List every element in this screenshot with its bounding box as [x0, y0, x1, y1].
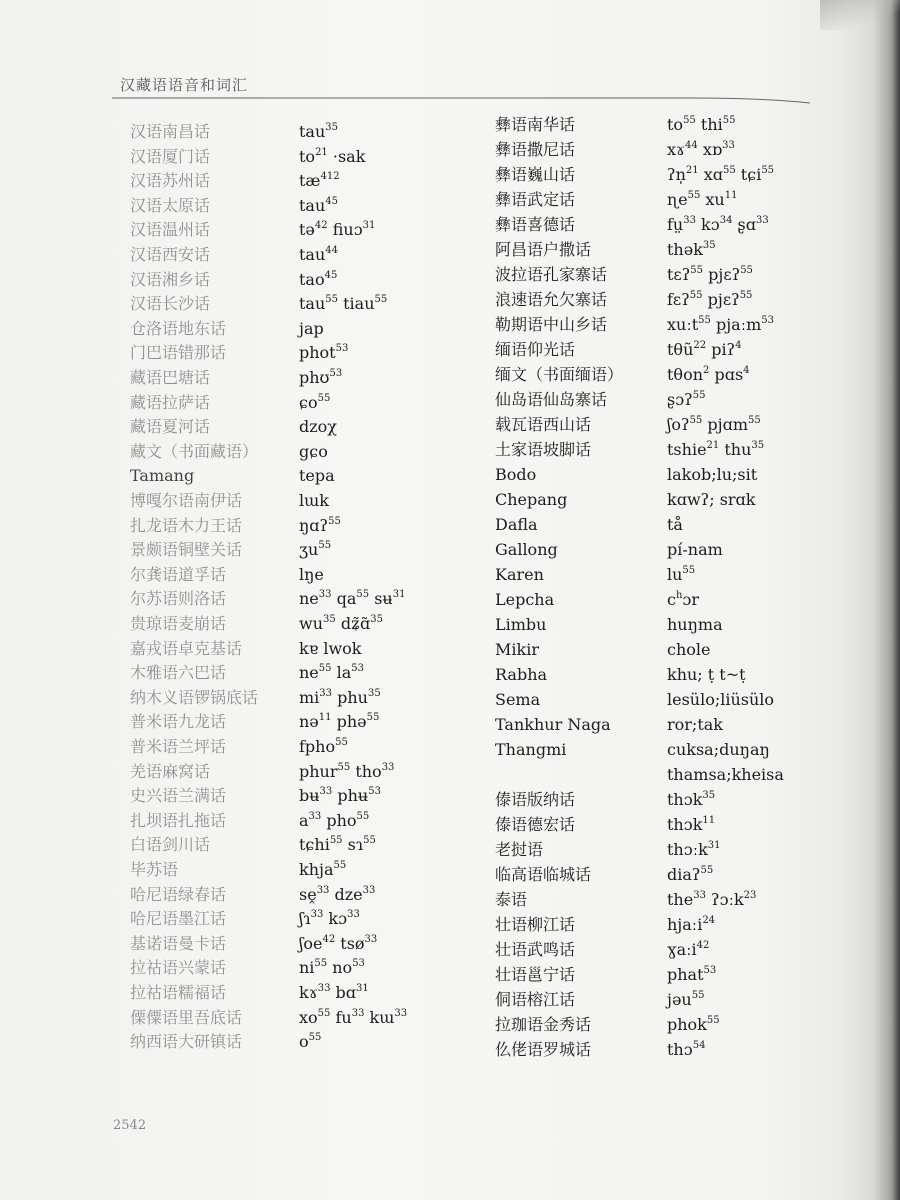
word-form: lesülo;liüsülo — [667, 690, 775, 709]
language-name: 汉语苏州话 — [130, 171, 211, 191]
language-name: 景颇语铜壁关话 — [130, 540, 243, 560]
language-name: Mikir — [495, 640, 539, 659]
word-form: lakob;lu;sit — [667, 465, 758, 484]
language-name: 傣语德宏话 — [495, 815, 576, 834]
word-form: fṳ$^{33}$ kɔ$^{34}$ ʂɑ$^{33}$ — [667, 215, 769, 234]
word-form: $tæ^{412}$ — [299, 171, 340, 191]
language-name: 藏文（书面藏语） — [130, 441, 259, 461]
word-form: $ni^{55}$ $no^{53}$ — [299, 958, 365, 978]
language-name: 门巴语错那话 — [130, 343, 227, 363]
language-name: 扎龙语木力王话 — [130, 515, 243, 535]
word-form: xuːt$^{55}$ pjaːm$^{53}$ — [667, 315, 775, 334]
word-form: ɳe$^{55}$ $xu^{11}$ — [667, 190, 738, 209]
language-name: 羌语麻窝话 — [130, 761, 211, 781]
language-name: Tamang — [130, 466, 195, 486]
word-form: $ne^{33}$ $qa^{55}$ sʉ$^{31}$ — [299, 589, 406, 609]
word-form: hjaːi$^{24}$ — [667, 915, 716, 934]
language-name: 贵琼语麦崩话 — [130, 614, 227, 633]
language-name: 毕苏语 — [130, 860, 179, 879]
word-form: jap — [299, 318, 324, 338]
language-name: 基诺语曼卡话 — [130, 933, 227, 953]
word-form: nə$^{11}$ phə$^{55}$ — [299, 712, 380, 732]
language-name: 壮语武鸣话 — [495, 940, 576, 959]
language-name: 哈尼语墨江话 — [130, 909, 227, 929]
word-form: $xo^{55}$ $fu^{33}$ kɯ$^{33}$ — [299, 1007, 408, 1027]
word-form: ʒu$^{55}$ — [299, 540, 332, 560]
language-name: 博嘎尔语南伊话 — [130, 491, 243, 510]
word-form: fɛʔ$^{55}$ pjɛʔ$^{55}$ — [667, 290, 753, 309]
word-form: phot$^{53}$ — [299, 343, 349, 363]
language-name: 临高语临城话 — [495, 865, 592, 884]
word-form: lŋe — [299, 564, 324, 584]
language-name: 嘉戎语卓克基话 — [130, 638, 243, 658]
language-name: 壮语柳江话 — [495, 915, 576, 934]
word-form: tɛʔ$^{55}$ pjɛʔ$^{55}$ — [667, 265, 753, 284]
language-name: 藏语巴塘话 — [130, 368, 211, 387]
word-form: tå — [667, 515, 683, 534]
word-form: diaʔ$^{55}$ — [667, 865, 714, 884]
word-form: phur$^{55}$ tho$^{33}$ — [299, 761, 395, 781]
word-form: tə$^{42}$ fiuɔ$^{31}$ — [299, 220, 376, 240]
language-name: 侗语榕江话 — [495, 990, 576, 1009]
language-name: 藏语拉萨话 — [130, 392, 211, 412]
word-form: thək$^{35}$ — [667, 240, 716, 259]
word-form: thamsa;kheisa — [667, 765, 784, 784]
language-name: 彝语南华话 — [495, 115, 576, 134]
word-form: lɯk — [299, 491, 329, 510]
language-name: Dafla — [495, 515, 538, 534]
language-name: 仓洛语地东话 — [130, 318, 227, 338]
word-form: ʃoe$^{42}$ tsø$^{33}$ — [299, 933, 378, 953]
word-form: ʂɔʔ$^{55}$ — [667, 390, 706, 409]
language-name: 尔龚语道孚话 — [130, 564, 227, 584]
word-form: gɕo — [299, 441, 328, 461]
language-name: Sema — [495, 690, 541, 709]
word-form: tepa — [299, 466, 335, 486]
language-name: 拉祜语糯福话 — [130, 983, 227, 1002]
language-name: 汉语南昌话 — [130, 122, 211, 141]
language-name: 载瓦语西山话 — [495, 415, 592, 434]
language-name: 彝语喜德话 — [495, 215, 576, 234]
page-number: 2542 — [113, 1118, 147, 1133]
language-name: 波拉语孔家寨话 — [495, 265, 608, 284]
word-form: chole — [667, 640, 711, 659]
word-form: tau$^{35}$ — [299, 122, 339, 141]
word-form: tθũ$^{22}$ piʔ$^4$ — [667, 340, 742, 359]
language-name: Gallong — [495, 540, 558, 559]
word-form: phʊ$^{53}$ — [299, 368, 343, 387]
language-name: 土家语坡脚话 — [495, 440, 592, 459]
word-form: thɔːk$^{31}$ — [667, 840, 721, 859]
page-gutter-shadow — [840, 0, 900, 1200]
word-form: khu; ṭ t~ṭ — [667, 665, 746, 684]
word-form: thɔ$^{54}$ — [667, 1040, 706, 1059]
page-corner-shadow — [820, 0, 900, 30]
language-name: 白语剑川话 — [130, 835, 211, 855]
language-name: 浪速语允欠寨话 — [495, 290, 608, 309]
word-form: $ne^{55}$ $la^{53}$ — [299, 663, 364, 683]
word-form: $a^{33}$ pho$^{55}$ — [299, 810, 370, 830]
language-name: 拉珈语金秀话 — [495, 1015, 592, 1034]
language-name: 汉语湘乡话 — [130, 269, 211, 289]
language-name: 哈尼语绿春话 — [130, 884, 227, 904]
language-name: 勒期语中山乡话 — [495, 315, 608, 334]
language-name: 木雅语六巴话 — [130, 663, 227, 683]
word-form: phat$^{53}$ — [667, 965, 717, 984]
word-form: thɔk$^{11}$ — [667, 815, 716, 834]
language-name: 壮语邕宁话 — [495, 965, 576, 984]
word-form: khja$^{55}$ — [299, 860, 347, 879]
language-name: 汉语西安话 — [130, 245, 211, 264]
header-rule — [112, 90, 810, 104]
language-name: 彝语武定话 — [495, 190, 576, 209]
word-form: ʔn̩$^{21}$ xɑ$^{55}$ tɕi$^{55}$ — [667, 165, 775, 184]
word-form: tɕhi$^{55}$ sɿ$^{55}$ — [299, 835, 376, 855]
language-name: 纳西语大研镇话 — [130, 1032, 243, 1052]
language-name: 缅文（书面缅语） — [495, 365, 624, 384]
running-head: 汉藏语语音和词汇 — [120, 76, 249, 94]
word-form: kɑwʔ; srɑk — [667, 490, 756, 509]
word-form: ʃɿ$^{33}$ kɔ$^{33}$ — [299, 909, 360, 929]
word-form: phok$^{55}$ — [667, 1015, 720, 1034]
language-name: 普米语兰坪话 — [130, 737, 227, 756]
language-name: 仙岛语仙岛寨话 — [495, 390, 608, 409]
language-name: Bodo — [495, 465, 537, 484]
word-form: thɔk$^{35}$ — [667, 790, 716, 809]
word-form: xɤ$^{44}$ xɒ$^{33}$ — [667, 140, 735, 159]
word-form: jəu$^{55}$ — [667, 990, 705, 1009]
word-form: ɣaːi$^{42}$ — [667, 940, 710, 959]
word-form: $lu^{55}$ — [667, 565, 696, 584]
language-name: Karen — [495, 565, 544, 584]
language-name: 傈僳语里吾底话 — [130, 1007, 243, 1027]
language-name: 老挝语 — [495, 840, 544, 859]
language-name: 纳木义语锣锅底话 — [130, 687, 259, 707]
word-form: tau$^{45}$ — [299, 195, 339, 215]
language-name: Thangmi — [495, 740, 567, 759]
language-name: Limbu — [495, 615, 547, 634]
word-form: kɐ lwok — [299, 638, 362, 658]
language-name: 尔苏语则洛话 — [130, 589, 227, 609]
word-form: tau$^{55}$ tiau$^{55}$ — [299, 294, 388, 314]
language-name: 彝语撒尼话 — [495, 140, 576, 159]
word-form: $wu^{35}$ dʑ̃ɑ̃$^{35}$ — [299, 614, 383, 633]
language-name: Chepang — [495, 490, 568, 509]
word-form: ror;tak — [667, 715, 723, 734]
word-form: ɕo$^{55}$ — [299, 392, 331, 412]
word-form: ʃoʔ$^{55}$ pjɑm$^{55}$ — [667, 415, 761, 434]
word-form: tshie$^{21}$ thu$^{35}$ — [667, 440, 765, 459]
language-name: 汉语长沙话 — [130, 294, 211, 314]
word-form: $o^{55}$ — [299, 1032, 322, 1052]
word-form: dzoχ — [299, 417, 337, 437]
language-name: 彝语巍山话 — [495, 165, 576, 184]
word-form: huŋma — [667, 615, 723, 634]
word-form: fpho$^{55}$ — [299, 737, 348, 756]
word-form: sḙ$^{33}$ dze$^{33}$ — [299, 884, 376, 904]
language-name: 史兴语兰满话 — [130, 786, 227, 806]
language-name: 汉语温州话 — [130, 220, 211, 240]
word-form: $c^hɔr$ — [667, 590, 700, 609]
language-name: Tankhur Naga — [495, 715, 611, 734]
language-name: 拉祜语兴蒙话 — [130, 958, 227, 978]
word-form: bʉ$^{33}$ phʉ$^{53}$ — [299, 786, 381, 806]
word-form: $to^{21} \cdot sak$ — [299, 146, 366, 166]
language-name: Rabha — [495, 665, 548, 684]
language-name: 普米语九龙话 — [130, 712, 227, 732]
language-name: 藏语夏河话 — [130, 417, 211, 437]
language-name: 缅语仰光话 — [495, 340, 576, 359]
word-form: tao$^{45}$ — [299, 269, 338, 289]
word-form: the$^{33}$ ʔɔːk$^{23}$ — [667, 890, 757, 909]
language-name: 汉语厦门话 — [130, 146, 211, 166]
word-form: tau$^{44}$ — [299, 245, 339, 264]
language-name: 泰语 — [495, 890, 528, 909]
word-form: tθon$^2$ pɑs$^4$ — [667, 365, 750, 384]
language-name: 傣语版纳话 — [495, 790, 576, 809]
language-name: 扎坝语扎拖话 — [130, 810, 227, 830]
word-form: $to^{55}$ thi$^{55}$ — [667, 115, 736, 134]
word-form: cuksa;duŋaŋ — [667, 740, 770, 759]
language-name: 仫佬语罗城话 — [495, 1040, 592, 1059]
word-form: ŋɑʔ$^{55}$ — [299, 515, 341, 535]
word-form: pí-nam — [667, 540, 723, 559]
language-name: 汉语太原话 — [130, 195, 211, 215]
language-name: Lepcha — [495, 590, 555, 609]
language-name: 阿昌语户撒话 — [495, 240, 592, 259]
word-form: $mi^{33}$ phu$^{35}$ — [299, 687, 381, 707]
word-form: kɤ$^{33}$ bɑ$^{31}$ — [299, 983, 369, 1002]
